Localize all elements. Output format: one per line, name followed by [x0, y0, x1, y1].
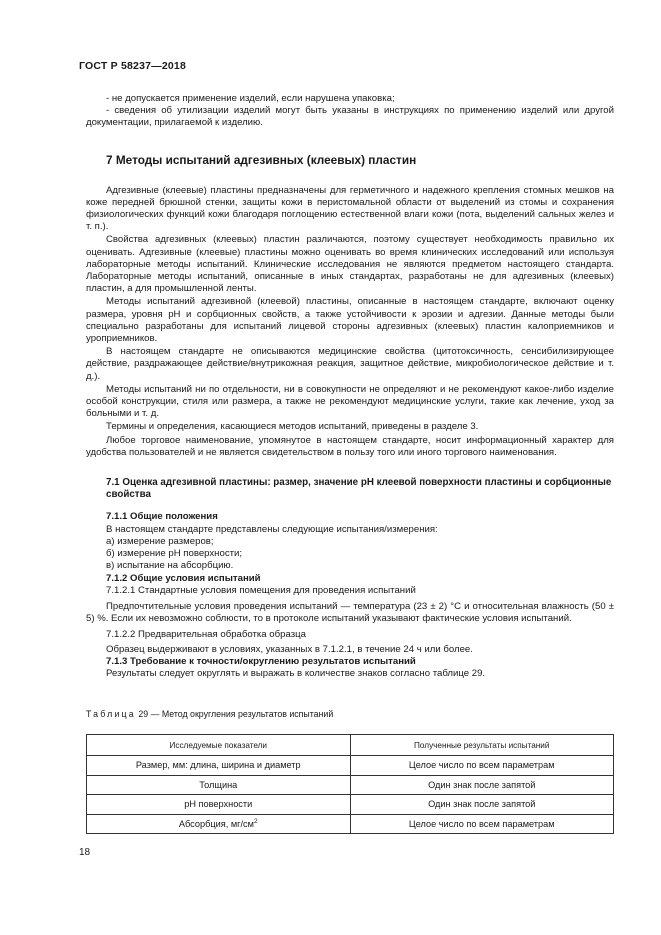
- list-item: в) испытание на абсорбцию.: [106, 560, 234, 572]
- column-header: Полученные результаты испытаний: [350, 735, 614, 756]
- table-cell: Один знак после запятой: [350, 775, 614, 795]
- absorption-label: Абсорбция, мг/см: [178, 818, 254, 829]
- subsection-7-1-2-2: 7.1.2.2 Предварительная обработка образца: [106, 629, 306, 641]
- list-item: - сведения об утилизации изделий могут быть указаны в инструкциях по применению изделий или другой документации, прилагаемой к изделию.: [86, 105, 614, 129]
- table-header-row: [87, 735, 614, 756]
- table-row: [87, 775, 614, 795]
- section-7-1-title: 7.1 Оценка адгезивной пластины: размер, значение pH клеевой поверхности пластины и сорбционные свойства: [106, 477, 612, 501]
- table-row: [87, 795, 614, 815]
- list-item: б) измерение pH поверхности;: [106, 548, 243, 560]
- table-cell: Целое число по всем параметрам: [350, 756, 614, 776]
- table-cell: Целое число по всем параметрам: [350, 814, 614, 834]
- paragraph: Образец выдерживают в условиях, указанных в 7.1.2.1, в течение 24 ч или более.: [106, 643, 473, 655]
- document-header: ГОСТ Р 58237—2018: [79, 60, 187, 72]
- section-7-1-3-title: 7.1.3 Требование к точности/округлению результатов испытаний: [106, 655, 416, 667]
- page-content: [86, 93, 614, 680]
- rounding-table: [86, 734, 614, 834]
- table-row: [87, 756, 614, 776]
- list-item: - не допускается применение изделий, если нарушена упаковка;: [106, 93, 395, 104]
- superscript: 2: [253, 817, 258, 825]
- table-row: [87, 814, 614, 834]
- paragraph: Свойства адгезивных (клеевых) пластин различаются, поэтому существует необходимость правильно их оценивать. Адгезивные (клеевые) пластины можно оценивать во время клинических исследований или используя лабораторные методы испытаний. Клинические исследования не являются предметом настоящего стандарта. Лабораторные методы испытаний, описанные в иных стандартах, разработаны не для адгезивных (клеевых) пластин, а для промышленной ленты.: [86, 234, 614, 295]
- table-caption-word: Таблица: [86, 709, 136, 719]
- paragraph: Методы испытаний адгезивной (клеевой) пластины, описанные в настоящем стандарте, включают оценку размера, уровня pH и сорбционных свойств, а также устойчивости к эрозии и адгезии. Данные методы были специально разработаны для испытаний лицевой стороны адгезивных (клеевых) пластин калоприемников и уроприемников.: [86, 296, 614, 345]
- table-caption: [86, 709, 333, 719]
- section-7-title: 7 Методы испытаний адгезивных (клеевых) пластин: [106, 152, 417, 167]
- subsection-7-1-2-1: 7.1.2.1 Стандартные условия помещения для проведения испытаний: [106, 584, 416, 596]
- paragraph: Методы испытаний ни по отдельности, ни в совокупности не определяют и не рекомендуют какое-либо изделие особой конструкции, стиля или размера, а также не рекомендуют медицинские услуги, такие как лечение, уход за больными и т. д.: [86, 383, 614, 420]
- paragraph: Термины и определения, касающиеся методов испытаний, приведены в разделе 3.: [106, 421, 479, 433]
- column-header: Исследуемые показатели: [87, 735, 351, 756]
- paragraph: Результаты следует округлять и выражать в количестве знаков согласно таблице 29.: [106, 667, 486, 679]
- paragraph: В настоящем стандарте представлены следующие испытания/измерения:: [106, 523, 438, 535]
- table-cell: Толщина: [87, 775, 351, 795]
- paragraph: Адгезивные (клеевые) пластины предназначены для герметичного и надежного крепления стомных мешков на коже передней брюшной стенки, защиты кожи в перистомальной области от выделений из стомы и сохранения физиологических функций кожи благодаря поглощению естественной влаги кожи (пота, выделений сальных желез и т. п.).: [86, 184, 614, 233]
- paragraph: Любое торговое наименование, упомянутое в настоящем стандарте, носит информационный характер для удобства пользователей и не является свидетельством в пользу того или иного торгового наименования.: [86, 434, 614, 458]
- table-caption-text: 29 — Метод округления результатов испытаний: [138, 709, 334, 719]
- table-cell: Один знак после запятой: [350, 795, 614, 815]
- paragraph: Предпочтительные условия проведения испытаний — температура (23 ± 2) °С и относительная влажность (50 ± 5) %. Если их невозможно соблюсти, то в протоколе испытаний указывают фактические условия испытаний.: [86, 600, 614, 625]
- table-cell: Размер, мм: длина, ширина и диаметр: [87, 756, 351, 776]
- paragraph: В настоящем стандарте не описываются медицинские свойства (цитотоксичность, сенсибилизирующее действие, раздражающее действие/внутрикожная реакция, защитное действие, микробиологическое действие и т. д.).: [86, 346, 614, 382]
- section-7-1-2-title: 7.1.2 Общие условия испытаний: [106, 572, 261, 584]
- page-number: 18: [79, 847, 91, 858]
- table-cell: pH поверхности: [87, 795, 351, 815]
- table-cell: [87, 814, 351, 834]
- section-7-1-1-title: 7.1.1 Общие положения: [106, 511, 218, 523]
- list-item: а) измерение размеров;: [106, 535, 214, 547]
